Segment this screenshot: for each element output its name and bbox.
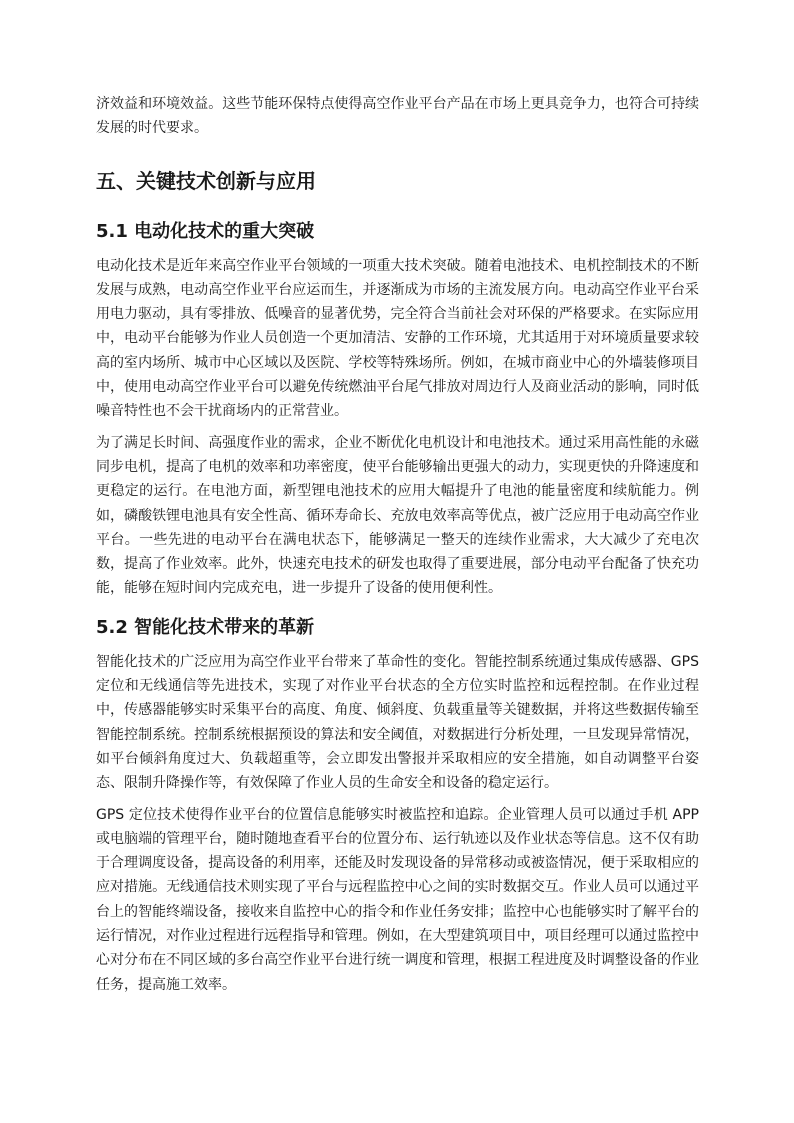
paragraph-electrification-2: 为了满足长时间、高强度作业的需求，企业不断优化电机设计和电池技术。通过采用高性能的永磁同步电机，提高了电机的效率和功率密度，使平台能够输出更强大的动力，实现更快的升降速度和更稳定的运行。在电池方面，新型锂电池技术的应用大幅提升了电池的能量密度和续航能力。例如，磷酸铁锂电池具有安全性高、循环寿命长、充放电效率高等优点，被广泛应用于电动高空作业平台。一些先进的电动平台在满电状态下，能够满足一整天的连续作业需求，大大减少了充电次数，提高了作业效率。此外，快速充电技术的研发也取得了重要进展，部分电动平台配备了快充功能，能够在短时间内完成充电，进一步提升了设备的使用便利性。 <box>96 434 699 597</box>
paragraph-intelligence-2: GPS 定位技术使得作业平台的位置信息能够实时被监控和追踪。企业管理人员可以通过手机 APP 或电脑端的管理平台，随时随地查看平台的位置分布、运行轨迹以及作业状态等信息。这不仅有助于合理调度设备，提高设备的利用率，还能及时发现设备的异常移动或被盗情况，便于采取相应的应对措施。无线通信技术则实现了平台与远程监控中心之间的实时数据交互。作业人员可以通过平台上的智能终端设备，接收来自监控中心的指令和作业任务安排；监控中心也能够实时了解平台的运行情况，对作业过程进行远程指导和管理。例如，在大型建筑项目中，项目经理可以通过监控中心对分布在不同区域的多台高空作业平台进行统一调度和管理，根据工程进度及时调整设备的作业任务，提高施工效率。 <box>96 806 699 993</box>
section-heading: 五、关键技术创新与应用 <box>96 168 316 193</box>
paragraph-electrification-1: 电动化技术是近年来高空作业平台领域的一项重大技术突破。随着电池技术、电机控制技术的不断发展与成熟，电动高空作业平台应运而生，并逐渐成为市场的主流发展方向。电动高空作业平台采用电力驱动，具有零排放、低噪音的显著优势，完全符合当前社会对环保的严格要求。在实际应用中，电动平台能够为作业人员创造一个更加清洁、安静的工作环境，尤其适用于对环境质量要求较高的室内场所、城市中心区域以及医院、学校等特殊场所。例如，在城市商业中心的外墙装修项目中，使用电动高空作业平台可以避免传统燃油平台尾气排放对周边行人及商业活动的影响，同时低噪音特性也不会干扰商场内的正常营业。 <box>96 257 699 420</box>
document-page <box>96 92 699 1004</box>
subsection-heading-5-1: 5.1 电动化技术的重大突破 <box>96 220 315 242</box>
paragraph-intro-tail: 济效益和环境效益。这些节能环保特点使得高空作业平台产品在市场上更具竞争力，也符合可持续发展的时代要求。 <box>96 96 699 137</box>
subsection-heading-5-2: 5.2 智能化技术带来的革新 <box>96 616 315 638</box>
paragraph-intelligence-1: 智能化技术的广泛应用为高空作业平台带来了革命性的变化。智能控制系统通过集成传感器、GPS 定位和无线通信等先进技术，实现了对作业平台状态的全方位实时监控和远程控制。在作业过程中，传感器能够实时采集平台的高度、角度、倾斜度、负载重量等关键数据，并将这些数据传输至智能控制系统。控制系统根据预设的算法和安全阈值，对数据进行分析处理，一旦发现异常情况，如平台倾斜角度过大、负载超重等，会立即发出警报并采取相应的安全措施，如自动调整平台姿态、限制升降操作等，有效保障了作业人员的生命安全和设备的稳定运行。 <box>96 653 699 792</box>
